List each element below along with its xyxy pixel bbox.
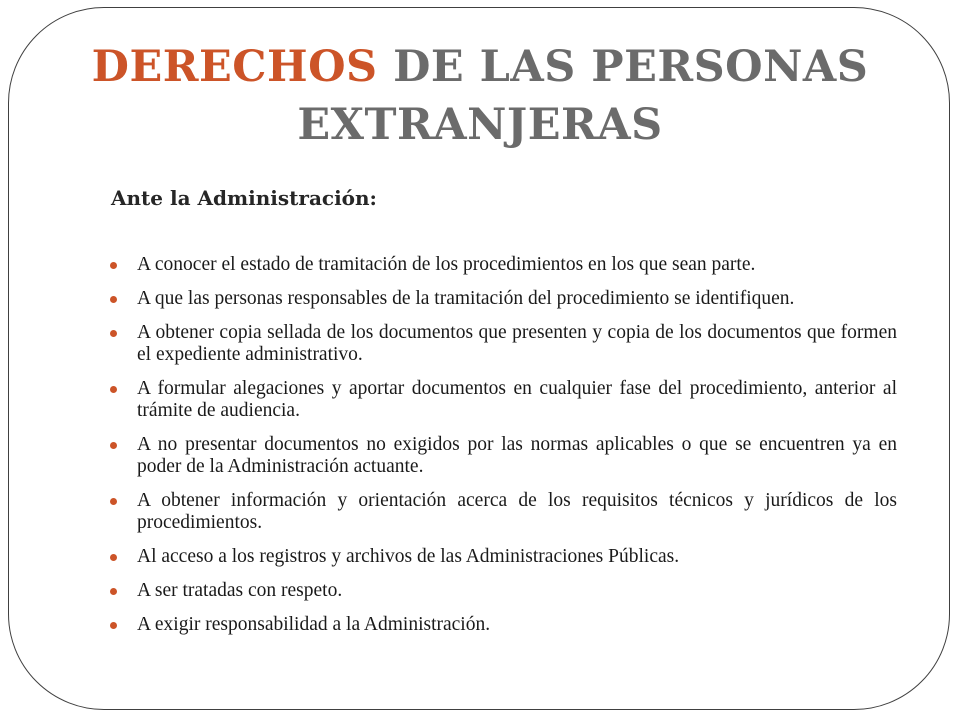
list-item	[107, 490, 897, 534]
bullet-icon	[110, 622, 117, 629]
list-item-text: A obtener copia sellada de los documentos que presenten y copia de los documentos que formen el expediente administrativo.	[137, 322, 897, 365]
list-item-text: A obtener información y orientación acerca de los requisitos técnicos y jurídicos de los procedimientos.	[137, 490, 897, 533]
list-item	[107, 434, 897, 478]
list-item	[107, 288, 897, 310]
list-item	[107, 378, 897, 422]
list-item	[107, 580, 897, 602]
title-line1-rest: DE LAS PERSONAS	[377, 42, 869, 92]
bullet-icon	[110, 296, 117, 303]
list-item-text: A que las personas responsables de la tramitación del procedimiento se identifiquen.	[137, 288, 795, 309]
title-line2: EXTRANJERAS	[297, 100, 663, 150]
bullet-icon	[110, 498, 117, 505]
title-accent: DERECHOS	[91, 42, 378, 92]
rights-list	[107, 254, 897, 648]
bullet-icon	[110, 386, 117, 393]
bullet-icon	[110, 588, 117, 595]
list-item-text: Al acceso a los registros y archivos de las Administraciones Públicas.	[137, 546, 680, 567]
list-item	[107, 546, 897, 568]
list-item-text: A ser tratadas con respeto.	[137, 580, 343, 601]
section-subtitle: Ante la Administración:	[111, 186, 377, 210]
bullet-icon	[110, 262, 117, 269]
list-item	[107, 254, 897, 276]
bullet-icon	[110, 330, 117, 337]
list-item	[107, 322, 897, 366]
list-item-text: A formular alegaciones y aportar documentos en cualquier fase del procedimiento, anterior al trámite de audiencia.	[137, 378, 897, 421]
list-item-text: A no presentar documentos no exigidos por las normas aplicables o que se encuentren ya en poder de la Administración actuante.	[137, 434, 897, 477]
list-item-text: A exigir responsabilidad a la Administración.	[137, 614, 491, 635]
bullet-icon	[110, 442, 117, 449]
list-item	[107, 614, 897, 636]
list-item-text: A conocer el estado de tramitación de los procedimientos en los que sean parte.	[137, 254, 756, 275]
slide-title	[60, 38, 900, 154]
bullet-icon	[110, 554, 117, 561]
